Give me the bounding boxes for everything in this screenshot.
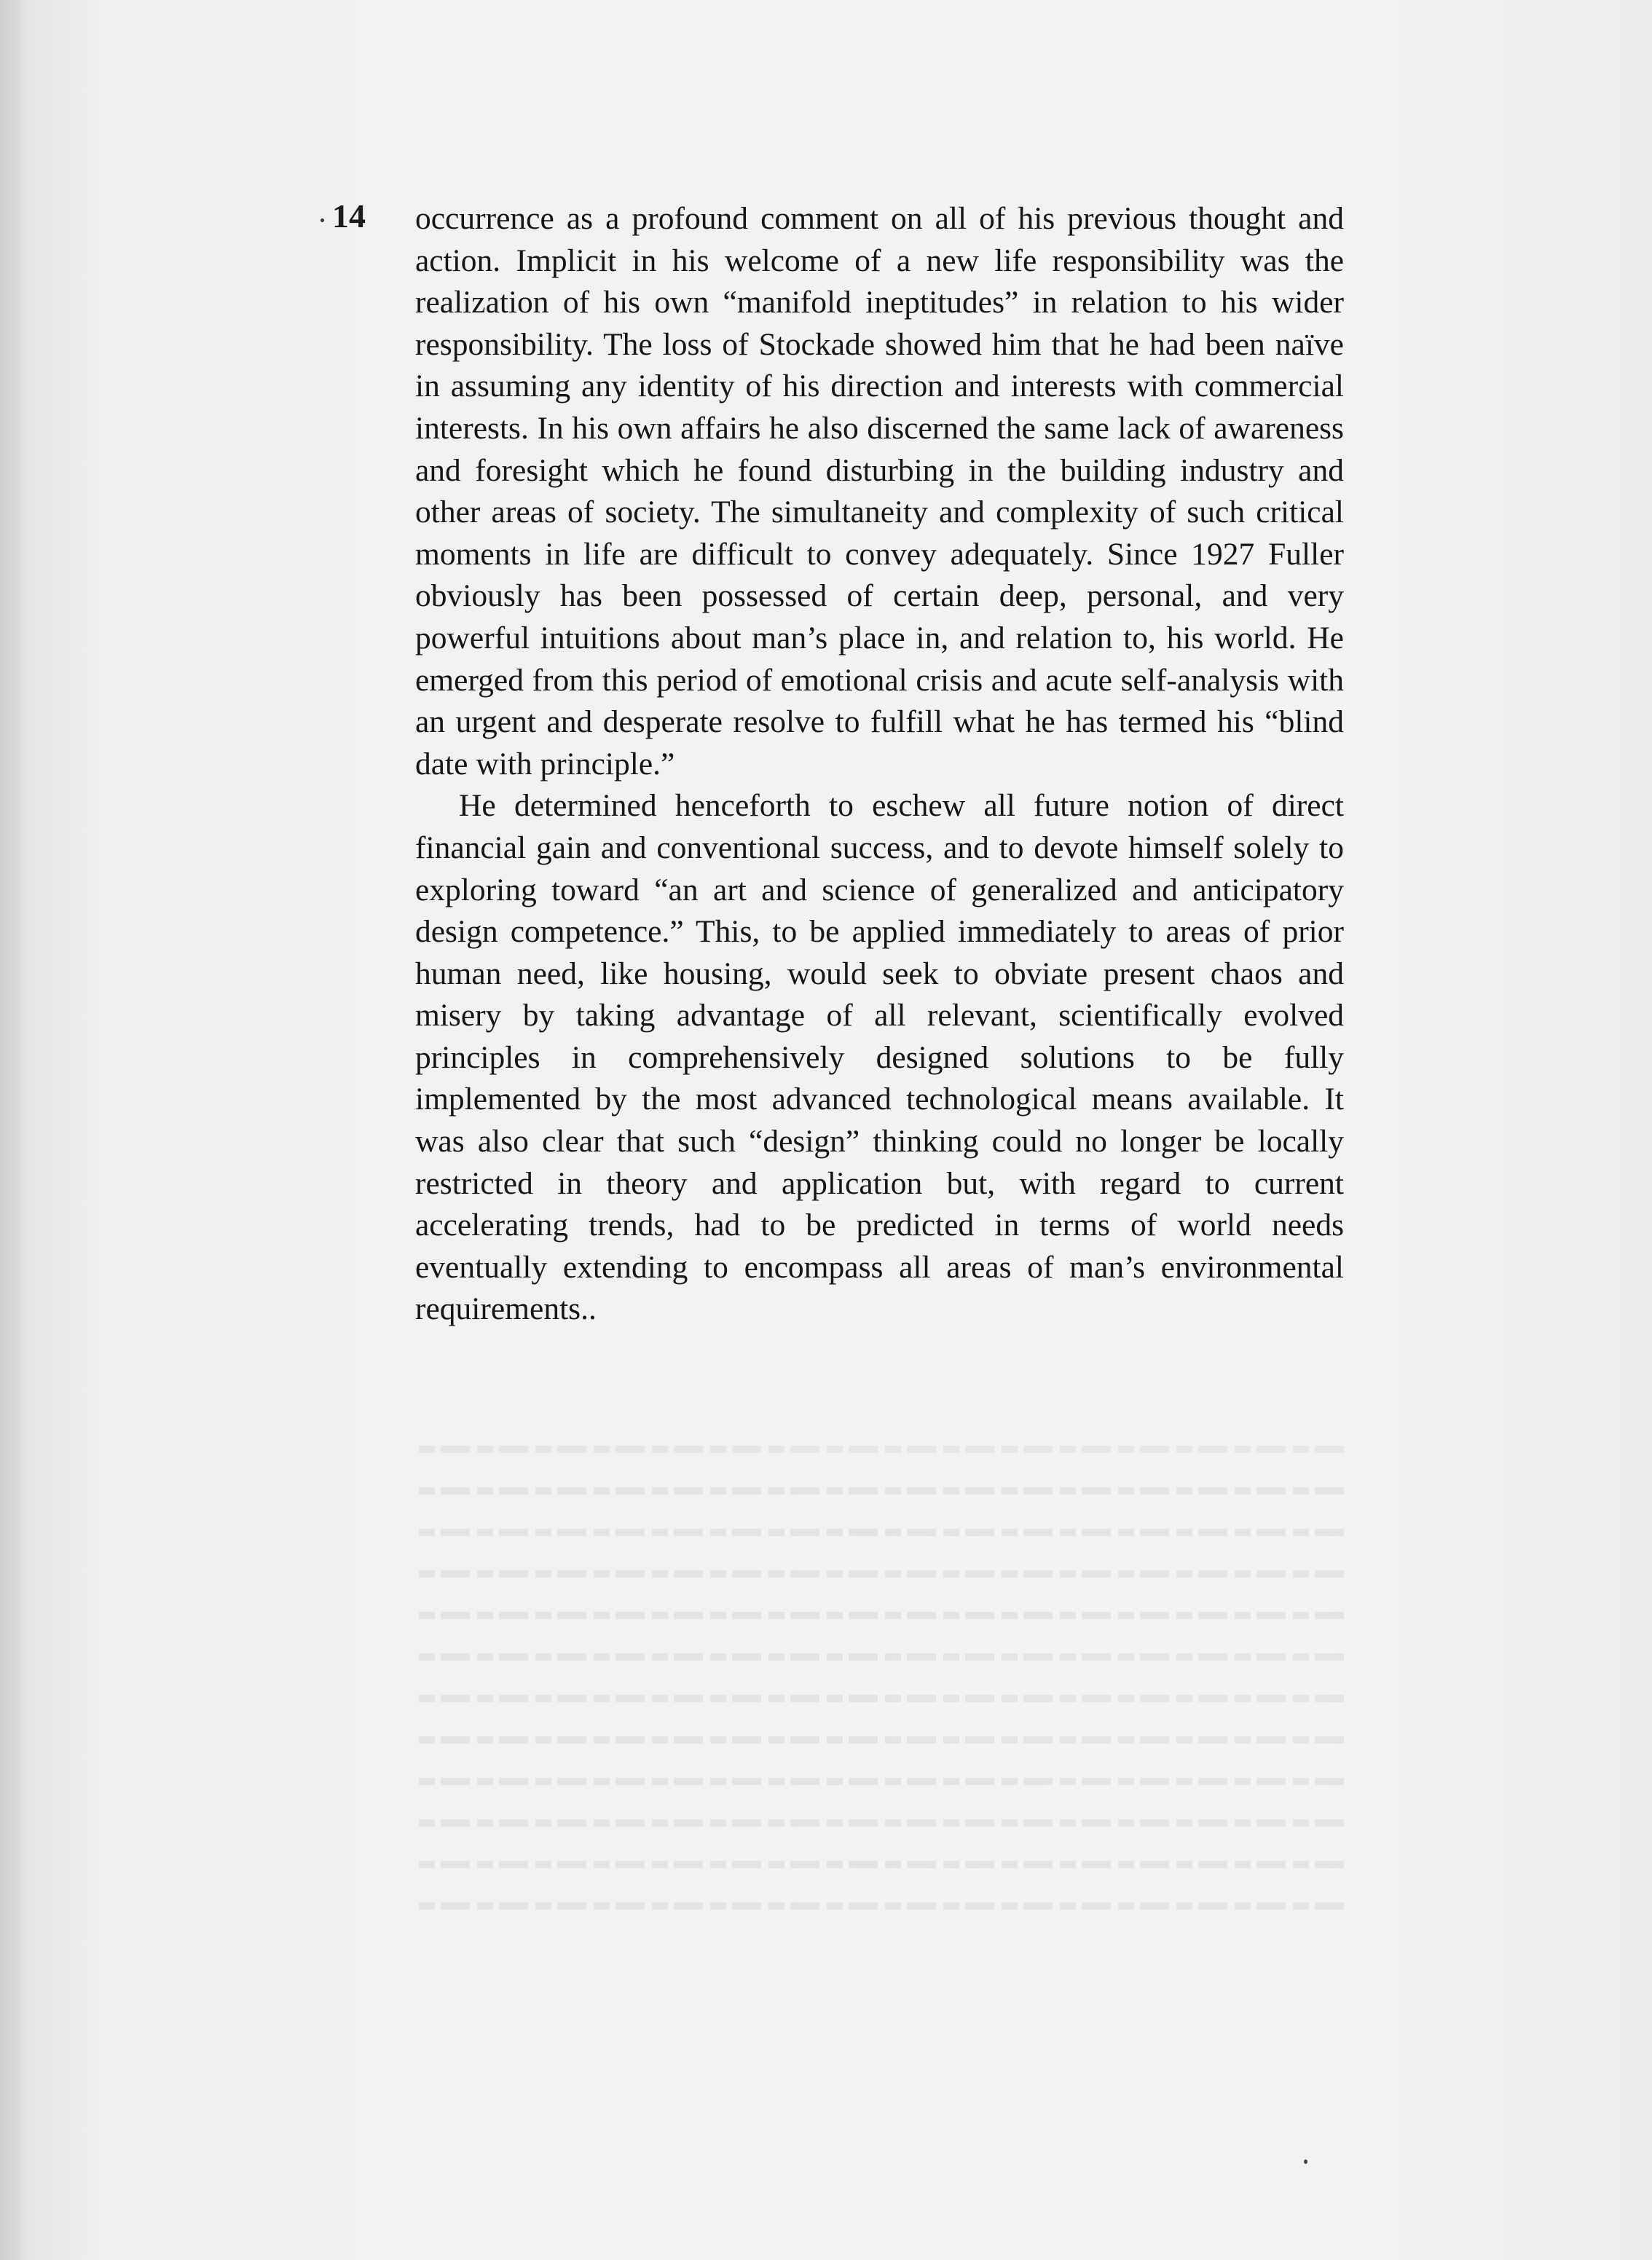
paragraph-2: He determined henceforth to eschew all future notion of direct financial gain and conventional success, and to devote himself solely to exploring toward “an art and science of generalized and anticipatory design competence.” This, to be applied immediately to areas of prior human need, like housing, would seek to obviate present chaos and misery by taking advantage of all relevant, scientifically evolved principles in comprehensively designed solutions to be fully implemented by the most advanced technological means available. It was also clear that such “design” thinking could no longer be locally restricted in theory and application but, with regard to current accelerating trends, had to be predicted in terms of world needs eventually extending to encompass all areas of man’s environmental requirements.. xyxy=(415,788,1344,1327)
ink-speck xyxy=(1304,2159,1307,2164)
paragraph-1: occurrence as a profound comment on all of his previous thought and action. Implicit in his welcome of a new life responsibility was the realization of his own “manifold ineptitudes” in relation to his wider responsibility. The loss of Stockade showed him that he had been naïve in assuming any identity of his direction and interests with commercial interests. In his own affairs he also discerned the same lack of awareness and foresight which he found disturbing in the building industry and other areas of society. The simultaneity and complexity of such critical moments in life are difficult to convey adequately. Since 1927 Fuller obviously has been possessed of certain deep, personal, and very powerful intuitions about man’s place in, and relation to, his world. He emerged from this period of emotional crisis and acute self-analysis with an urgent and desperate resolve to fulfill what he has termed his “blind date with principle.” xyxy=(415,201,1344,781)
gutter-shadow xyxy=(0,0,26,2260)
show-through-text xyxy=(419,1446,1344,1970)
ink-mark xyxy=(320,218,324,222)
page-number: 14 xyxy=(332,197,366,235)
body-text xyxy=(415,198,1344,1331)
